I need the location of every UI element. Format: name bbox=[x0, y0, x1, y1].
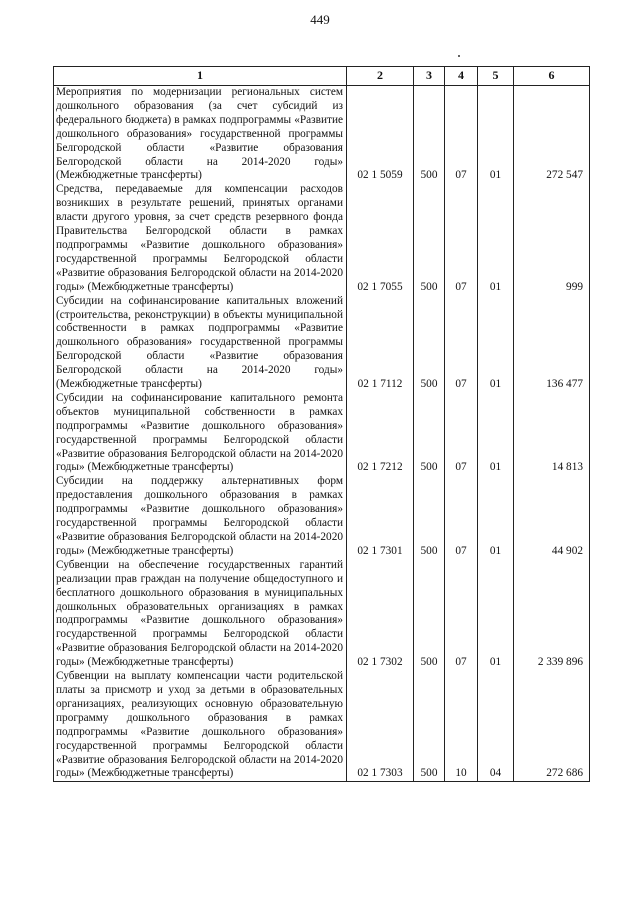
row-amount: 999 bbox=[514, 183, 590, 294]
row-description: Субвенции на обеспечение государственных гарантий реализации прав граждан на получение общедоступного и бесплатного дошкольного образования в муниципальных дошкольных образовательных организациях в рамках подпрограммы «Развитие дошкольного образования» государственной программы Белгородской области «Развитие образования Белгородской области на 2014-2020 годы» (Межбюджетные трансферты) bbox=[54, 559, 347, 670]
row-pr: 01 bbox=[478, 392, 514, 475]
row-vr: 500 bbox=[414, 183, 445, 294]
row-pr: 01 bbox=[478, 183, 514, 294]
row-rz: 07 bbox=[445, 392, 478, 475]
row-pr: 01 bbox=[478, 559, 514, 670]
header-col-6: 6 bbox=[514, 67, 590, 86]
row-vr: 500 bbox=[414, 86, 445, 184]
header-col-4: 4 bbox=[445, 67, 478, 86]
table-row bbox=[54, 559, 590, 670]
row-description: Субсидии на поддержку альтернативных форм предоставления дошкольного образования в рамках подпрограммы «Развитие дошкольного образования» государственной программы Белгородской области «Развитие образования Белгородской области на 2014-2020 годы» (Межбюджетные трансферты) bbox=[54, 475, 347, 558]
header-col-3: 3 bbox=[414, 67, 445, 86]
table-row bbox=[54, 295, 590, 392]
row-amount: 14 813 bbox=[514, 392, 590, 475]
row-vr: 500 bbox=[414, 559, 445, 670]
header-row bbox=[54, 67, 590, 86]
table-row bbox=[54, 670, 590, 782]
row-vr: 500 bbox=[414, 670, 445, 782]
row-code: 02 1 7302 bbox=[347, 559, 414, 670]
table-row bbox=[54, 183, 590, 294]
row-amount: 2 339 896 bbox=[514, 559, 590, 670]
budget-table bbox=[53, 66, 590, 782]
table-row bbox=[54, 392, 590, 475]
row-vr: 500 bbox=[414, 295, 445, 392]
row-amount: 136 477 bbox=[514, 295, 590, 392]
row-description: Мероприятия по модернизации региональных систем дошкольного образования (за счет субсидий из федерального бюджета) в рамках подпрограммы «Развитие дошкольного образования» государственной программы Белгородской области «Развитие образования Белгородской области на 2014-2020 годы» (Межбюджетные трансферты) bbox=[54, 86, 347, 184]
row-amount: 44 902 bbox=[514, 475, 590, 558]
scan-speck bbox=[458, 55, 460, 57]
row-rz: 07 bbox=[445, 86, 478, 184]
row-rz: 07 bbox=[445, 559, 478, 670]
row-code: 02 1 7055 bbox=[347, 183, 414, 294]
header-col-2: 2 bbox=[347, 67, 414, 86]
row-code: 02 1 5059 bbox=[347, 86, 414, 184]
table-row bbox=[54, 86, 590, 184]
row-rz: 07 bbox=[445, 475, 478, 558]
row-rz: 07 bbox=[445, 295, 478, 392]
row-description: Субсидии на софинансирование капитального ремонта объектов муниципальной собственности в рамках подпрограммы «Развитие дошкольного образования» государственной программы Белгородской области «Развитие образования Белгородской области на 2014-2020 годы» (Межбюджетные трансферты) bbox=[54, 392, 347, 475]
row-code: 02 1 7303 bbox=[347, 670, 414, 782]
page-number: 449 bbox=[310, 12, 330, 27]
row-pr: 01 bbox=[478, 475, 514, 558]
row-description: Субвенции на выплату компенсации части родительской платы за присмотр и уход за детьми в образовательных организациях, реализующих основную образовательную программу дошкольного образования в рамках подпрограммы «Развитие дошкольного образования» государственной программы Белгородской области «Развитие образования Белгородской области на 2014-2020 годы» (Межбюджетные трансферты) bbox=[54, 670, 347, 782]
row-pr: 01 bbox=[478, 295, 514, 392]
row-amount: 272 686 bbox=[514, 670, 590, 782]
row-vr: 500 bbox=[414, 475, 445, 558]
table-row bbox=[54, 475, 590, 558]
header-col-5: 5 bbox=[478, 67, 514, 86]
row-amount: 272 547 bbox=[514, 86, 590, 184]
row-code: 02 1 7301 bbox=[347, 475, 414, 558]
row-code: 02 1 7212 bbox=[347, 392, 414, 475]
row-description: Средства, передаваемые для компенсации расходов возникших в результате решений, принятых органами власти другого уровня, за счет средств резервного фонда Правительства Белгородской области в рамках подпрограммы «Развитие дошкольного образования» государственной программы Белгородской области «Развитие образования Белгородской области на 2014-2020 годы» (Межбюджетные трансферты) bbox=[54, 183, 347, 294]
row-description: Субсидии на софинансирование капитальных вложений (строительства, реконструкции) в объекты муниципальной собственности в рамках подпрограммы «Развитие дошкольного образования» государственной программы Белгородской области «Развитие образования Белгородской области на 2014-2020 годы» (Межбюджетные трансферты) bbox=[54, 295, 347, 392]
header-col-1: 1 bbox=[54, 67, 347, 86]
row-vr: 500 bbox=[414, 392, 445, 475]
row-rz: 10 bbox=[445, 670, 478, 782]
row-pr: 01 bbox=[478, 86, 514, 184]
row-pr: 04 bbox=[478, 670, 514, 782]
row-code: 02 1 7112 bbox=[347, 295, 414, 392]
row-rz: 07 bbox=[445, 183, 478, 294]
